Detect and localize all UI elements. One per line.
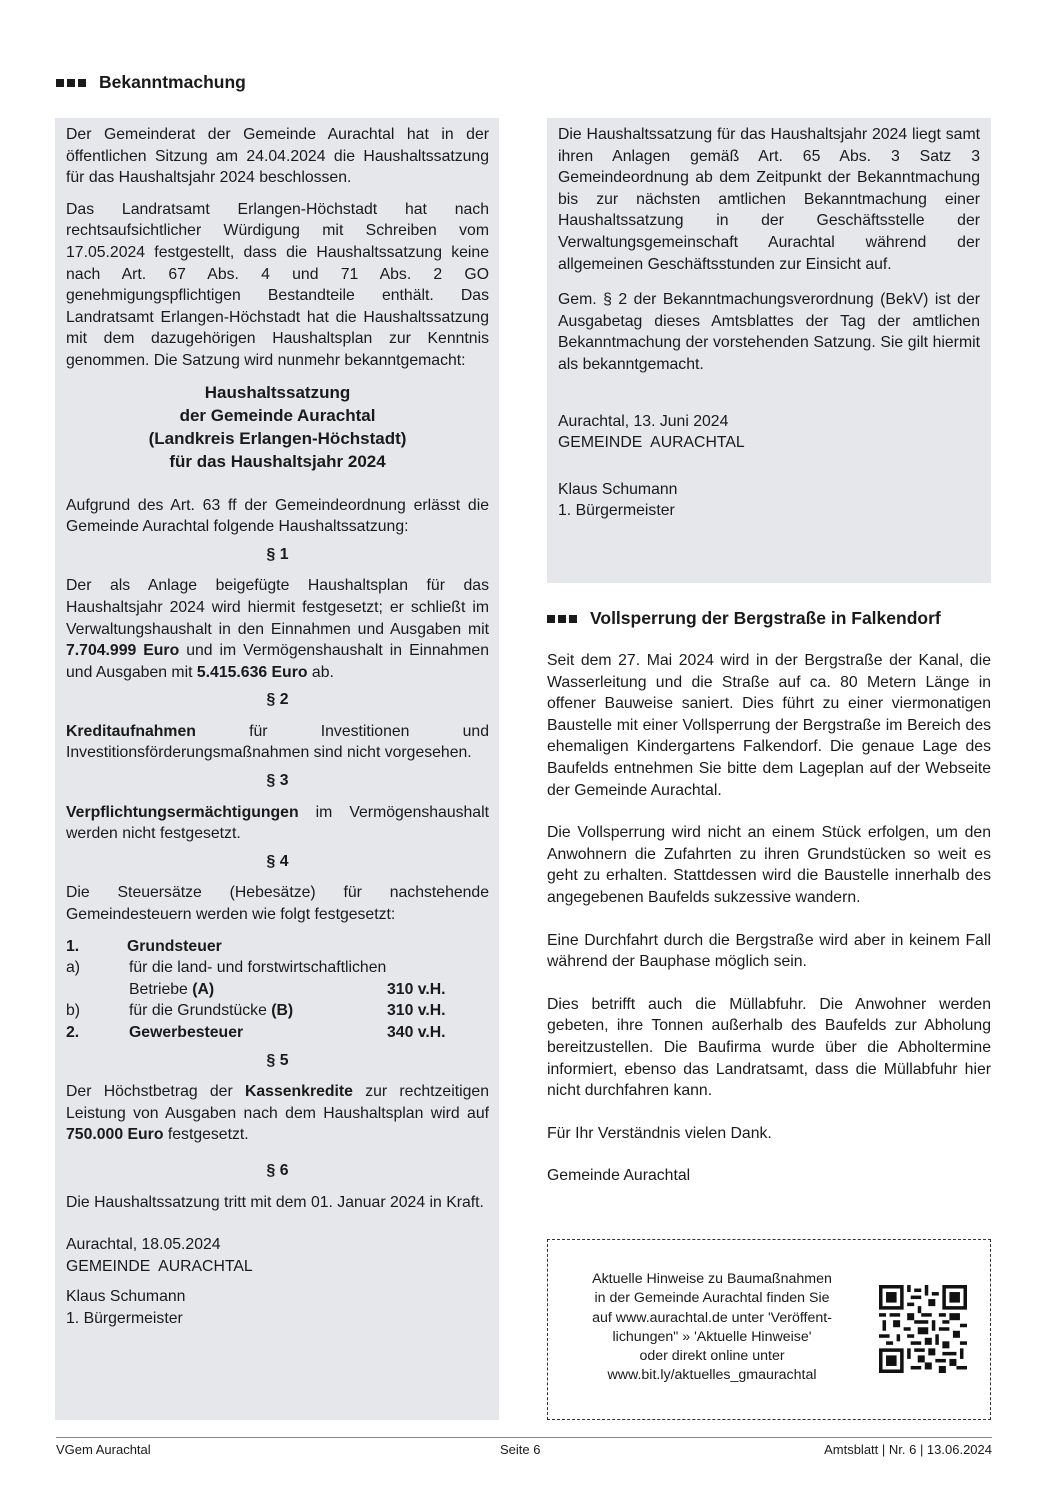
organization: GEMEINDE AURACHTAL: [66, 1257, 253, 1275]
tax-row: 1. Grundsteuer: [66, 937, 222, 955]
page-number: Seite 6: [500, 1442, 541, 1457]
organization: GEMEINDE AURACHTAL: [558, 434, 745, 452]
paragraph: Gemeinde Aurachtal: [547, 1167, 691, 1185]
signer-name: Klaus Schumann: [558, 480, 678, 498]
section-heading: § 2: [266, 691, 289, 709]
signer-role: 1. Bürgermeister: [66, 1309, 183, 1327]
paragraph: Die Steuersätze (Hebesätze) für nachstehende Gemeindesteuern werden wie folgt festgesetzt:: [66, 884, 489, 924]
paragraph: Der Gemeinderat der Gemeinde Aurachtal hat in der öffentlichen Sitzung am 24.04.2024 die Haushaltssatzung für das Haushaltsjahr 2024 beschlossen.: [66, 126, 489, 187]
section-header-vollsperrung: [547, 608, 941, 629]
section-title: Vollsperrung der Bergstraße in Falkendorf: [590, 608, 941, 628]
signer-name: Klaus Schumann: [66, 1288, 186, 1306]
tax-row: a) für die land- und forstwirtschaftlichen: [66, 959, 387, 977]
paragraph: Das Landratsamt Erlangen-Höchstadt hat nach rechtsaufsichtlicher Würdigung mit Schreiben vom 17.05.2024 festgestellt, dass die Haushaltssatzung keine nach Art. 67 Abs. 4 und 71 Abs. 2 GO genehmigungspflichtigen Bestandteile enthält. Das Landratsamt Erlangen-Höchstadt hat die Haushaltssatzung mit dem dazugehörigen Haushaltsplan zur Kenntnis genommen. Die Satzung wird nunmehr bekanntgemacht:: [66, 200, 489, 369]
place-date: Aurachtal, 13. Juni 2024: [558, 412, 729, 430]
statute-title: für das Haushaltsjahr 2024: [169, 451, 386, 471]
notice-line: in der Gemeinde Aurachtal finden Sie: [594, 1290, 830, 1307]
notice-link[interactable]: www.bit.ly/aktuelles_gmaurachtal: [607, 1367, 817, 1384]
place-date: Aurachtal, 18.05.2024: [66, 1236, 221, 1254]
paragraph: Für Ihr Verständnis vielen Dank.: [547, 1124, 772, 1142]
notice-line: lichungen" » 'Aktuelle Hinweise': [612, 1328, 812, 1345]
header-squares-icon: [56, 79, 89, 87]
auslegung-box: [547, 118, 991, 583]
section-heading: § 4: [266, 852, 289, 870]
baumassnahmen-notice: [547, 1239, 991, 1420]
page-footer: [56, 1437, 992, 1457]
section-heading: § 1: [266, 545, 289, 563]
section-title: Bekanntmachung: [99, 72, 246, 92]
paragraph: Kreditaufnahmen für Investitionen und Investitionsförderungsmaßnahmen sind nicht vorgesehen.: [66, 722, 489, 762]
notice-line: oder direkt online unter: [639, 1348, 785, 1365]
paragraph: Der Höchstbetrag der Kassenkredite zur rechtzeitigen Leistung von Ausgaben nach dem Haushaltsplan wird auf 750.000 Euro festgesetzt.: [66, 1083, 489, 1144]
vollsperrung-article: [547, 650, 991, 1187]
notice-line: Aktuelle Hinweise zu Baumaßnahmen: [592, 1271, 832, 1287]
paragraph: Der als Anlage beigefügte Haushaltsplan für das Haushaltsjahr 2024 wird hiermit festgesetzt; er schließt im Verwaltungshaushalt in den Einnahmen und Ausgaben mit 7.704.999 Euro und im Vermögenshaushalt in Einnahmen und Ausgaben mit 5.415.636 Euro ab.: [66, 577, 489, 681]
section-header-bekanntmachung: [56, 72, 246, 93]
section-heading: § 6: [266, 1161, 289, 1179]
footer-right: Amtsblatt | Nr. 6 | 13.06.2024: [824, 1442, 992, 1457]
paragraph: Eine Durchfahrt durch die Bergstraße wird aber in keinem Fall während der Bauphase möglich sein.: [547, 931, 991, 971]
header-squares-icon: [547, 615, 580, 623]
paragraph: Die Haushaltssatzung für das Haushaltsjahr 2024 liegt samt ihren Anlagen gemäß Art. 65 Abs. 3 Satz 3 Gemeindeordnung ab dem Zeitpunkt der Bekanntmachung bis zur nächsten amtlichen Bekanntmachung einer Haushaltssatzung in der Geschäftsstelle der Verwaltungsgemeinschaft Aurachtal während der allgemeinen Geschäftsstunden zur Einsicht auf.: [558, 126, 980, 273]
haushaltssatzung-box: [55, 118, 499, 1420]
statute-title: Haushaltssatzung: [204, 382, 351, 402]
paragraph: Seit dem 27. Mai 2024 wird in der Bergstraße der Kanal, die Wasserleitung und die Straße auf ca. 80 Metern Länge in offener Bauweise saniert. Dies führt zu einer viermonatigen Baustelle mit einer Vollsperrung der Bergstraße im Bereich des ehemaligen Kindergartens Falkendorf. Die genaue Lage des Baufelds entnehmen Sie bitte dem Lageplan auf der Webseite der Gemeinde Aurachtal.: [547, 652, 991, 799]
paragraph: Die Vollsperrung wird nicht an einem Stück erfolgen, um den Anwohnern die Zufahrten zu ihren Grundstücken so weit es geht zu erhalten. Stattdessen wird die Baustelle innerhalb des angegebenen Baufelds sukzessive wandern.: [547, 824, 991, 906]
tax-rates-table: [66, 936, 489, 1044]
tax-row: b) für die Grundstücke (B) 310 v.H.: [66, 1002, 446, 1020]
paragraph: Verpflichtungsermächtigungen im Vermögenshaushalt werden nicht festgesetzt.: [66, 803, 489, 843]
paragraph: Die Haushaltssatzung tritt mit dem 01. Januar 2024 in Kraft.: [66, 1193, 484, 1211]
statute-title: der Gemeinde Aurachtal: [179, 405, 376, 425]
notice-line[interactable]: auf www.aurachtal.de unter 'Veröffent-: [592, 1309, 832, 1326]
notice-text: [566, 1270, 858, 1386]
footer-left: VGem Aurachtal: [56, 1442, 151, 1457]
tax-row: Betriebe (A) 310 v.H.: [129, 980, 446, 998]
section-heading: § 5: [266, 1051, 289, 1069]
qr-code-icon[interactable]: [879, 1285, 967, 1373]
signer-role: 1. Bürgermeister: [558, 502, 675, 520]
paragraph: Gem. § 2 der Bekanntmachungsverordnung (BekV) ist der Ausgabetag dieses Amtsblattes der Tag der amtlichen Bekanntmachung der vorstehenden Satzung. Sie gilt hiermit als bekanntgemacht.: [558, 291, 980, 373]
section-heading: § 3: [266, 772, 289, 790]
tax-row: 2. Gewerbesteuer 340 v.H.: [66, 1024, 446, 1041]
paragraph: Aufgrund des Art. 63 ff der Gemeindeordnung erlässt die Gemeinde Aurachtal folgende Haushaltssatzung:: [66, 496, 489, 536]
paragraph: Dies betrifft auch die Müllabfuhr. Die Anwohner werden gebeten, ihre Tonnen außerhalb des Baufelds zur Abholung bereitzustellen. Die Baufirma wurde über die Abholtermine informiert, ebenso das Landratsamt, dass die Müllabfuhr hier nicht durchfahren kann.: [547, 995, 991, 1100]
statute-title: (Landkreis Erlangen-Höchstadt): [148, 428, 407, 448]
